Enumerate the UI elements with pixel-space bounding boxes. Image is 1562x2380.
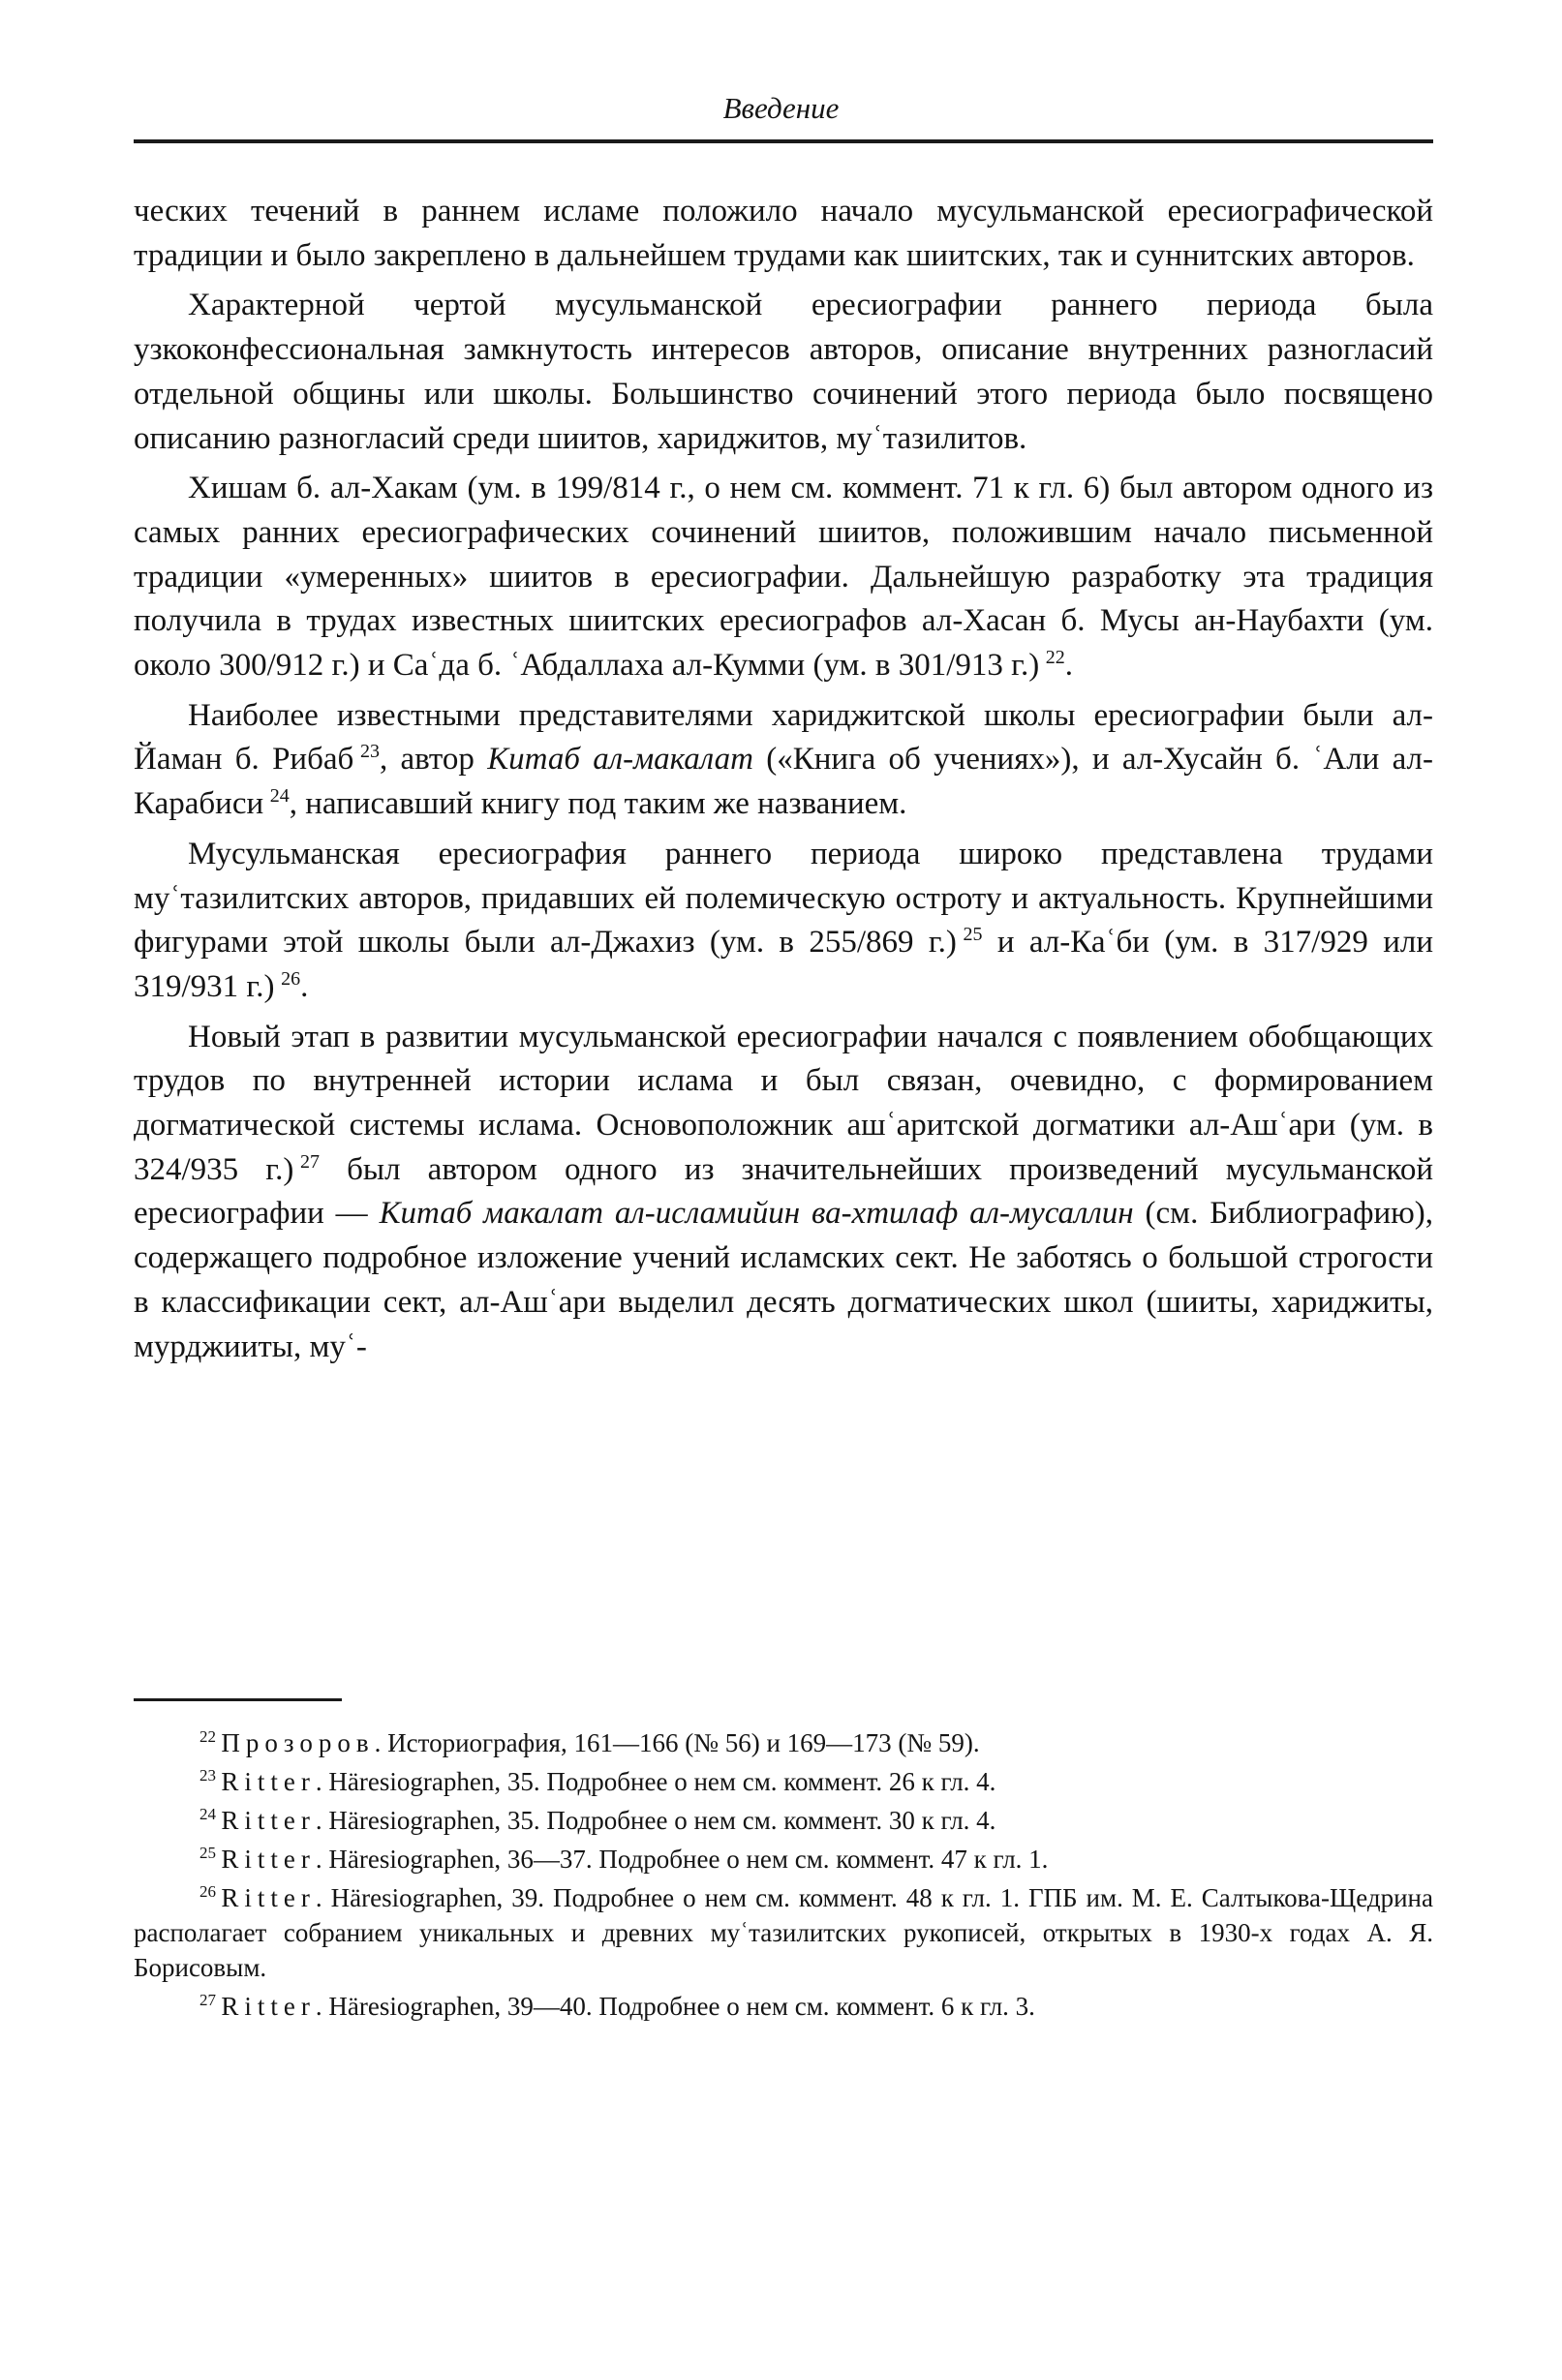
- paragraph-3: [134, 467, 1433, 688]
- footnote-author: Ritter: [221, 1806, 316, 1835]
- footnote-number: 26: [199, 1882, 216, 1901]
- footnote-22: [134, 1725, 1433, 1760]
- paragraph-5: [134, 833, 1433, 1010]
- paragraph-3-end: .: [1064, 648, 1074, 684]
- paragraph-6-text-b: был автором одного из значительнейших произведений мусульманской ересиографии —: [134, 1151, 1433, 1232]
- paragraph-6: [134, 1016, 1433, 1370]
- paragraph-2: Характерной чертой мусульманской ересиографии раннего периода была узкоконфессиональная замкнутость интересов авторов, описание внутренних разногласий отдельной общины или школы. Большинство сочинений этого периода было посвящено описанию разногласий среди шиитов, хариджитов, муʿтазилитов.: [134, 288, 1433, 456]
- paragraph-5-text-c: .: [300, 968, 309, 1004]
- footnote-number: 23: [199, 1766, 216, 1785]
- footnote-ref-26[interactable]: 26: [281, 967, 301, 990]
- footnote-author: Ritter: [221, 1992, 316, 2021]
- paragraph-6-text-a: Новый этап в развитии мусульманской ересиографии начался с появлением обобщающих трудов по внутренней истории ислама и был связан, очевидно, с формированием догматической системы ислама. Основоположник ашʿаритской догматики ал-Ашʿари (ум. в 324/935 г.): [134, 1019, 1433, 1187]
- paragraph-4-text-d: , написавший книгу под таким же названием.: [289, 786, 907, 822]
- footnote-26: [134, 1880, 1433, 1985]
- paragraph-3-text: Хишам б. ал-Хакам (ум. в 199/814 г., о нем см. коммент. 71 к гл. 6) был автором одного из самых ранних ересиографических сочинений шиитов, положившим начало письменной традиции «умеренных» шиитов в ересиографии. Дальнейшую разработку эта традиция получила в трудах известных шиитских ересиографов ал-Хасан б. Мусы ан-Наубахти (ум. около 300/912 г.) и Саʿда б. ʿАбдаллаха ал-Кумми (ум. в 301/913 г.): [134, 471, 1433, 684]
- running-head: Введение: [722, 91, 840, 125]
- footnote-text: . Häresiographen, 39. Подробнее о нем см. коммент. 48 к гл. 1. ГПБ им. М. Е. Салтыкова-Щедрина располагает собранием уникальных и древних муʿтазилитских рукописей, открытых в 1930-х годах А. Я. Борисовым.: [134, 1883, 1433, 1982]
- paragraph-4-text-c: («Книга об учениях»), и ал-Хусайн б. ʿАли ал-Карабиси: [134, 742, 1434, 822]
- book-title-maqalat-al-islamiyin: Китаб макалат ал-исламийин ва-хтилаф ал-мусаллин: [379, 1196, 1134, 1232]
- footnote-number: 22: [199, 1727, 216, 1746]
- footnote-text: . Häresiographen, 35. Подробнее о нем см. коммент. 26 к гл. 4.: [315, 1767, 996, 1796]
- footnote-27: [134, 1989, 1433, 2024]
- paragraph-5-text-b: и ал-Каʿби (ум. в 317/929 или 319/931 г.): [134, 925, 1433, 1004]
- footnotes: [134, 1725, 1433, 2028]
- footnote-ref-23[interactable]: 23: [359, 741, 380, 763]
- footnote-number: 24: [199, 1805, 216, 1823]
- footnote-text: . Häresiographen, 35. Подробнее о нем см. коммент. 30 к гл. 4.: [315, 1806, 996, 1835]
- main-text: [134, 190, 1433, 1369]
- paragraph-1: ческих течений в раннем исламе положило начало мусульманской ересиографической традиции и было закреплено в дальнейшем трудами как шиитских, так и суннитских авторов.: [134, 194, 1433, 273]
- footnote-25: [134, 1842, 1433, 1877]
- footnote-ref-22[interactable]: 22: [1045, 647, 1065, 669]
- footnote-24: [134, 1803, 1433, 1838]
- footnote-number: 27: [199, 1991, 216, 2009]
- footnote-text: . Häresiographen, 36—37. Подробнее о нем см. коммент. 47 к гл. 1.: [315, 1845, 1049, 1874]
- footnote-rule: [134, 1698, 342, 1701]
- footnote-text: . Häresiographen, 39—40. Подробнее о нем см. коммент. 6 к гл. 3.: [315, 1992, 1035, 2021]
- footnote-ref-25[interactable]: 25: [963, 924, 983, 946]
- paragraph-5-text-a: Мусульманская ересиография раннего периода широко представлена трудами муʿтазилитских авторов, придавших ей полемическую остроту и актуальность. Крупнейшими фигурами этой школы были ал-Джахиз (ум. в 255/869 г.): [134, 836, 1433, 961]
- paragraph-4-text-a: Наиболее известными представителями хариджитской школы ересиографии были ал-Йаман б. Рибаб: [134, 697, 1433, 778]
- book-title-maqalat: Китаб ал-макалат: [487, 742, 753, 778]
- header-rule: [134, 139, 1433, 143]
- footnote-author: Ritter: [221, 1883, 316, 1912]
- footnote-ref-24[interactable]: 24: [269, 785, 290, 808]
- footnote-author: Прозоров: [221, 1728, 375, 1757]
- footnote-author: Ritter: [221, 1767, 316, 1796]
- paragraph-4: [134, 694, 1433, 827]
- footnote-23: [134, 1764, 1433, 1799]
- footnote-text: . Историография, 161—166 (№ 56) и 169—173 (№ 59).: [374, 1728, 980, 1757]
- footnote-ref-27[interactable]: 27: [299, 1150, 320, 1173]
- paragraph-6-text-c: (см. Библиографию), содержащего подробное изложение учений исламских сект. Не заботясь о большой строгости в классификации сект, ал-Ашʿари выделил десять догматических школ (шииты, хариджиты, мурджииты, муʿ-: [134, 1196, 1434, 1364]
- footnote-number: 25: [199, 1844, 216, 1862]
- footnote-author: Ritter: [221, 1845, 316, 1874]
- paragraph-4-text-b: , автор: [379, 742, 475, 778]
